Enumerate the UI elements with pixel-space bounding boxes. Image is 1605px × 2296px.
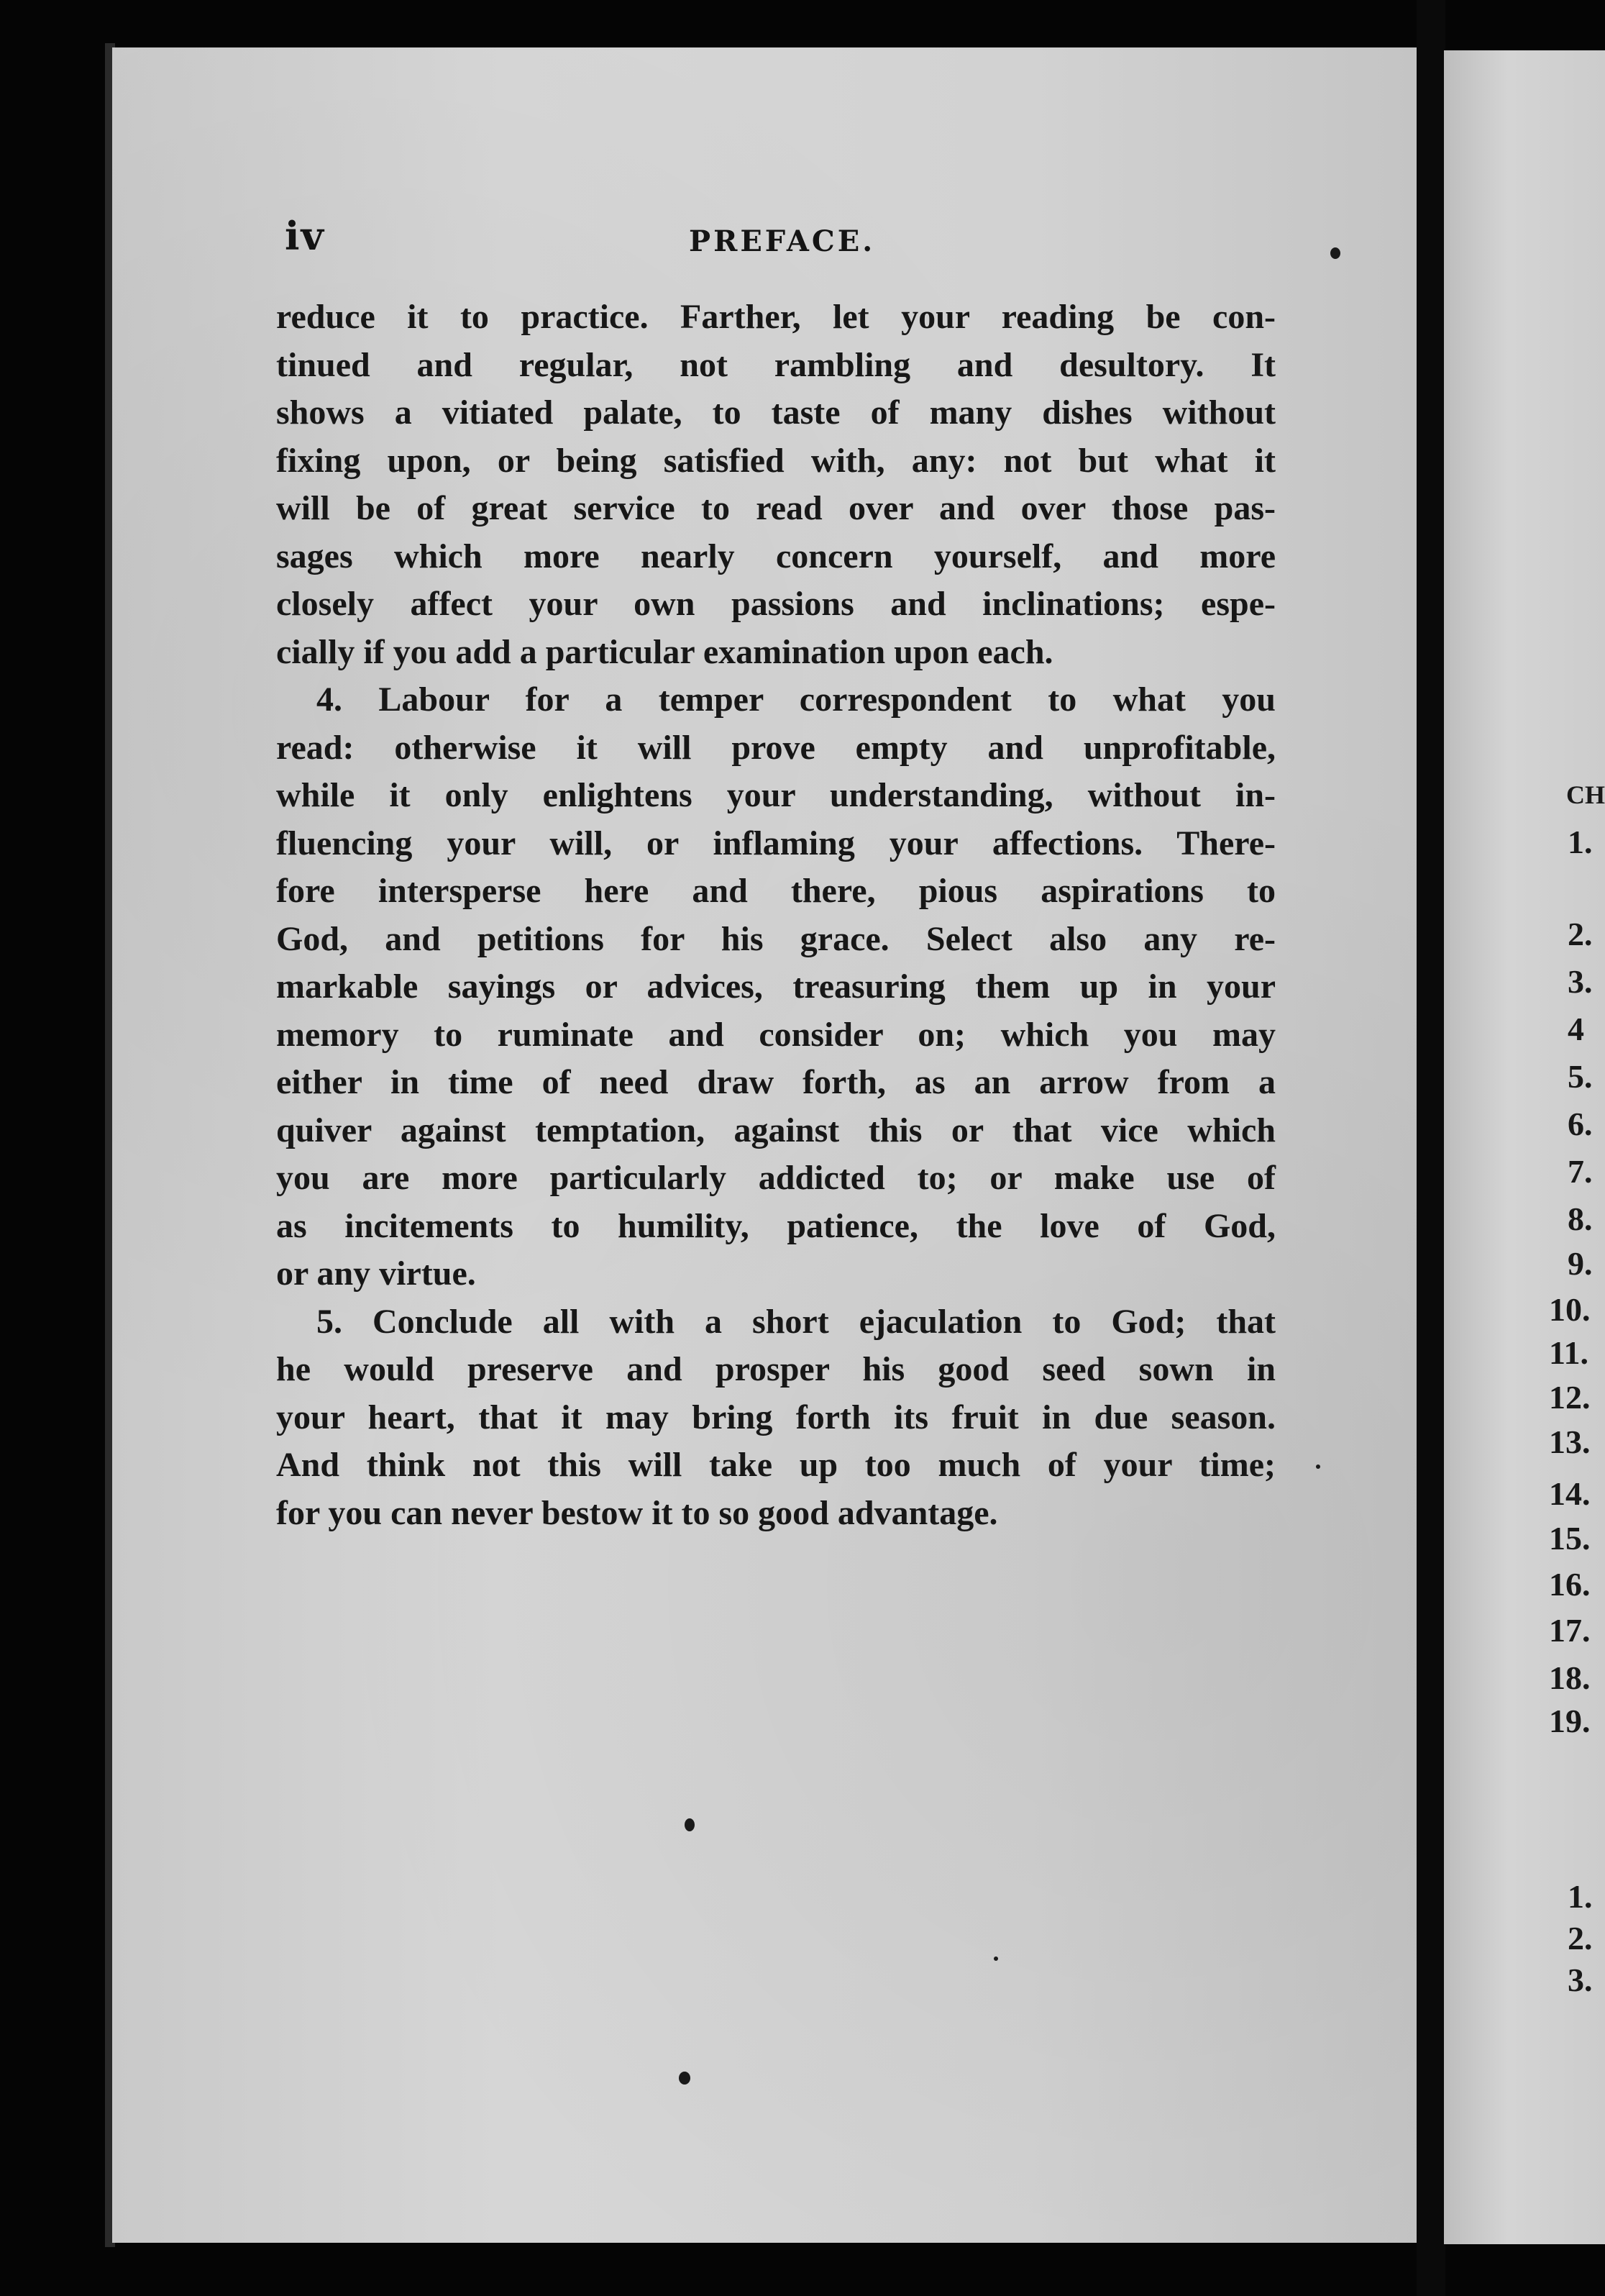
text-line: while it only enlightens your understanding, without in- xyxy=(276,776,1276,814)
text-line: for you can never bestow it to so good advantage. xyxy=(276,1493,998,1532)
contents-fragment: 3. xyxy=(1568,963,1593,1000)
text-line: memory to ruminate and consider on; which you may xyxy=(276,1015,1276,1054)
text-line: fluencing your will, or inflaming your affections. There- xyxy=(276,824,1276,862)
facing-page-contents xyxy=(1444,0,1605,2296)
contents-fragment: 7. xyxy=(1568,1153,1593,1190)
contents-fragment: 14. xyxy=(1549,1475,1591,1512)
contents-fragment: 6. xyxy=(1568,1106,1593,1142)
ink-speck xyxy=(1330,247,1340,259)
running-head: PREFACE. xyxy=(689,224,876,258)
contents-fragment: 2. xyxy=(1568,916,1593,952)
text-line: closely affect your own passions and inclinations; espe- xyxy=(276,585,1276,623)
text-line: cially if you add a particular examination upon each. xyxy=(276,632,1053,671)
text-line: And think not this will take up too much of your time; xyxy=(276,1446,1276,1484)
contents-fragment: 18. xyxy=(1549,1659,1591,1696)
text-line: either in time of need draw forth, as an arrow from a xyxy=(276,1063,1276,1101)
contents-fragment: 10. xyxy=(1549,1291,1591,1328)
text-line: God, and petitions for his grace. Select also any re- xyxy=(276,919,1276,958)
ink-speck xyxy=(685,1818,695,1831)
contents-fragment: 17. xyxy=(1549,1612,1591,1649)
ink-speck xyxy=(994,1956,998,1961)
contents-fragment: CH xyxy=(1566,780,1605,809)
text-line: 4. Labour for a temper correspondent to what you xyxy=(316,680,1276,719)
ink-speck xyxy=(1316,1464,1320,1469)
text-line: shows a vitiated palate, to taste of many dishes without xyxy=(276,393,1276,432)
text-line: you are more particularly addicted to; or make use of xyxy=(276,1159,1276,1197)
contents-fragment: 8. xyxy=(1568,1201,1593,1237)
contents-fragment: 2. xyxy=(1568,1920,1593,1956)
contents-fragment: 5. xyxy=(1568,1058,1593,1095)
contents-fragment: 3. xyxy=(1568,1962,1593,1998)
text-line: or any virtue. xyxy=(276,1254,476,1293)
book-gutter xyxy=(1417,0,1445,2296)
contents-fragment: 11. xyxy=(1549,1334,1588,1371)
text-line: fixing upon, or being satisfied with, any: not but what it xyxy=(276,441,1276,480)
text-line: your heart, that it may bring forth its fruit in due season. xyxy=(276,1398,1276,1436)
text-line: read: otherwise it will prove empty and unprofitable, xyxy=(276,728,1276,767)
ink-speck xyxy=(679,2072,690,2085)
text-line: markable sayings or advices, treasuring them up in your xyxy=(276,967,1276,1006)
contents-fragment: 12. xyxy=(1549,1379,1591,1416)
contents-fragment: 16. xyxy=(1549,1566,1591,1603)
text-line: as incitements to humility, patience, the love of God, xyxy=(276,1206,1276,1245)
text-line: fore intersperse here and there, pious aspirations to xyxy=(276,872,1276,910)
text-line: he would preserve and prosper his good seed sown in xyxy=(276,1350,1276,1388)
contents-fragment: 1. xyxy=(1568,1878,1593,1915)
text-line: reduce it to practice. Farther, let your reading be con- xyxy=(276,298,1276,336)
preface-body xyxy=(276,293,1276,1537)
contents-fragment: 15. xyxy=(1549,1520,1591,1557)
text-line: 5. Conclude all with a short ejaculation to God; that xyxy=(316,1302,1276,1341)
contents-fragment: 1. xyxy=(1568,824,1593,860)
page-number: iv xyxy=(285,213,325,259)
text-line: sages which more nearly concern yourself, and more xyxy=(276,537,1276,575)
contents-fragment: 4 xyxy=(1568,1011,1584,1047)
contents-fragment: 13. xyxy=(1549,1423,1591,1460)
contents-fragment: 19. xyxy=(1549,1703,1591,1739)
contents-fragment: 9. xyxy=(1568,1245,1593,1282)
text-line: will be of great service to read over and over those pas- xyxy=(276,489,1276,527)
text-line: tinued and regular, not rambling and desultory. It xyxy=(276,345,1276,384)
text-line: quiver against temptation, against this or that vice which xyxy=(276,1111,1276,1149)
